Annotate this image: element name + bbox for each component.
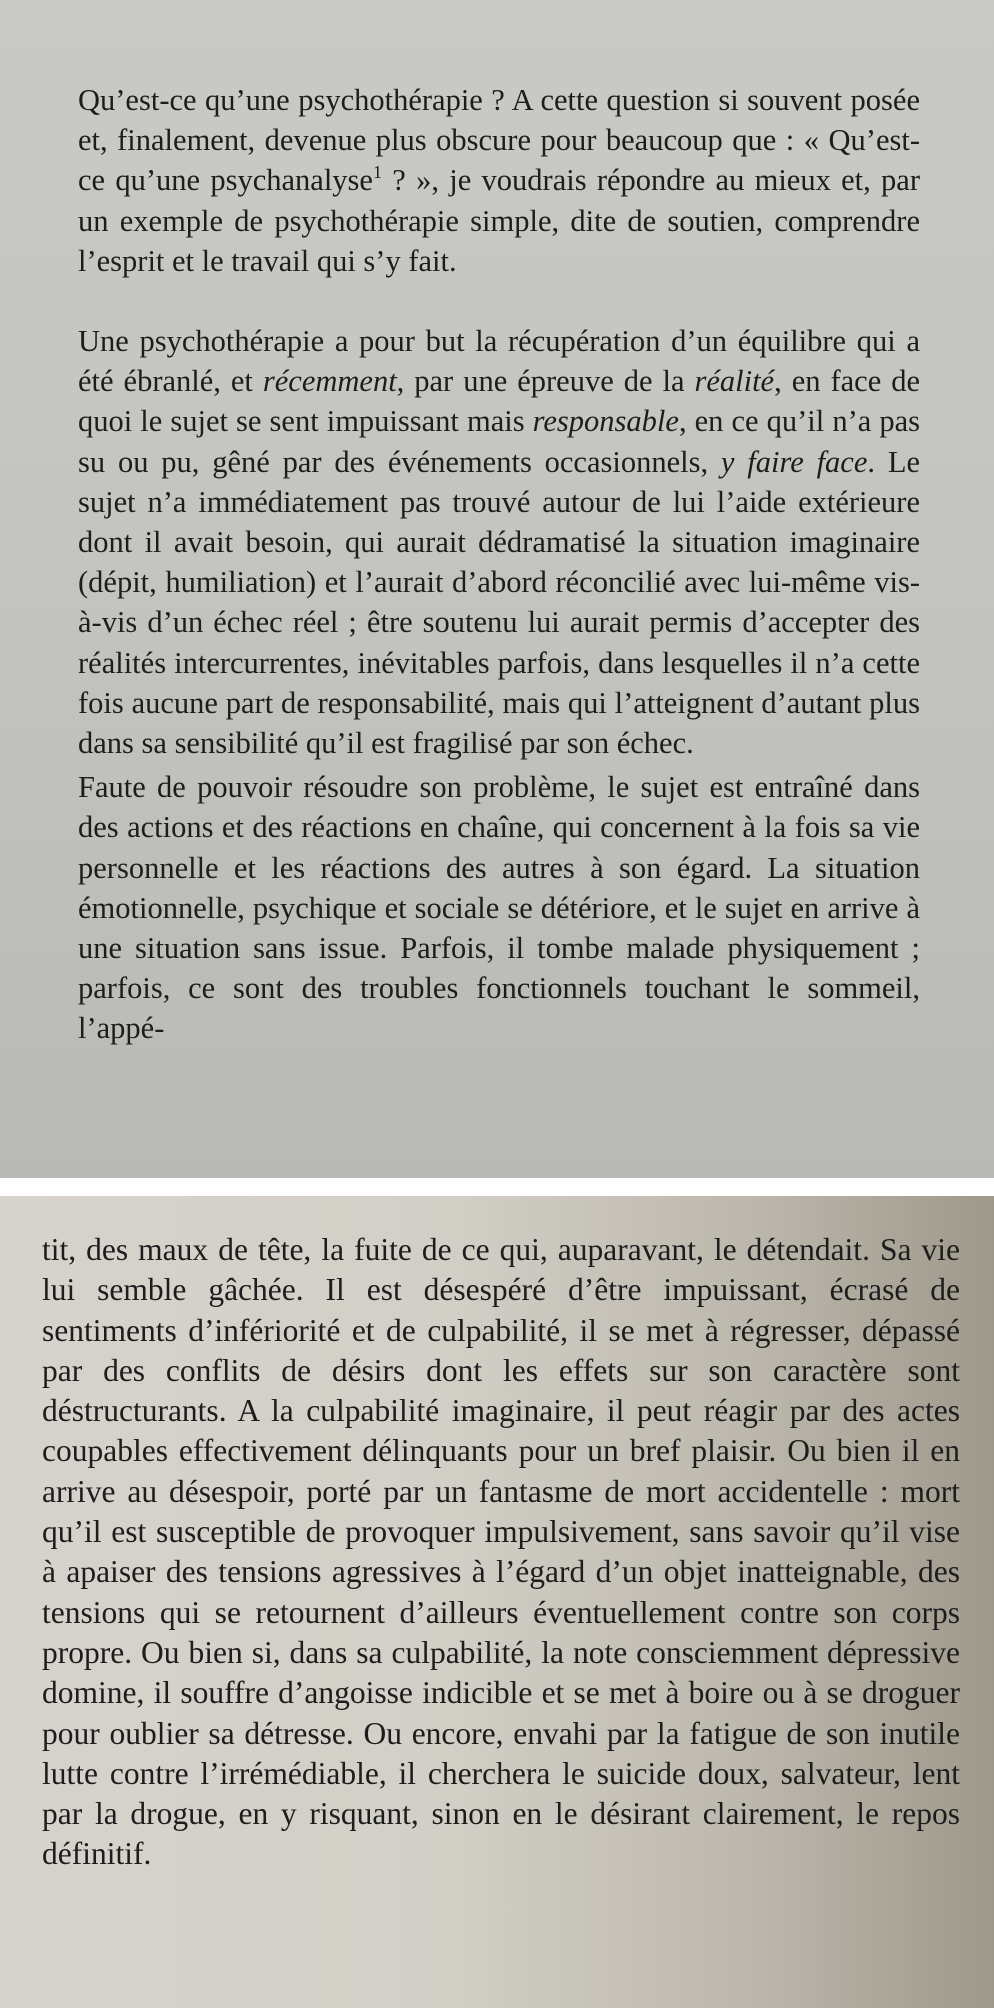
intro-text-a: Qu’est-ce qu’une psychothérapie ? A cette question si souvent posée et, finalement, devenue plus obscure pour beaucoup que : « Qu’est-ce qu’une psychanalyse	[78, 83, 920, 198]
definition-text-b: , par une épreuve de la	[396, 364, 695, 399]
definition-text-d: , en ce qu’il n’a pas su ou pu, gêné par des événements occasionnels,	[78, 404, 920, 479]
italic-responsable: responsable	[532, 404, 679, 439]
paragraph-consequences: Faute de pouvoir résoudre son problème, le sujet est entraîné dans des actions et des réactions en chaîne, qui concernent à la fois sa vie personnelle et les réactions des autres à son égard. La situation émotionnelle, psychique et sociale se détériore, et le sujet en arrive à une situation sans issue. Parfois, il tombe malade physiquement ; parfois, ce sont des troubles fonctionnels touchant le sommeil, l’appé-	[78, 770, 920, 1046]
paragraph-continuation: tit, des maux de tête, la fuite de ce qui, auparavant, le détendait. Sa vie lui semble gâchée. Il est désespéré d’être impuissant, écrasé de sentiments d’infériorité et de culpabilité, il se met à régresser, dépassé par des conflits de désirs dont les effets sur son caractère sont déstructurants. A la culpabilité imaginaire, il peut réagir par des actes coupables effectivement délinquants pour un bref plaisir. Ou bien il en arrive au désespoir, porté par un fantasme de mort accidentelle : mort qu’il est susceptible de provoquer impulsivement, sans savoir qu’il vise à apaiser des tensions agressives à l’égard d’un objet inatteignable, des tensions qui se retournent d’ailleurs éventuellement contre son corps propre. Ou bien si, dans sa culpabilité, la note consciemment dépressive domine, il souffre d’angoisse indicible et se met à boire ou à se droguer pour oublier sa détresse. Ou encore, envahi par la fatigue de son inutile lutte contre l’irrémédiable, il cherchera le suicide doux, salvateur, lent par la drogue, en y risquant, sinon en le désirant clairement, le repos définitif.	[42, 1232, 960, 1872]
definition-text-c: , en face de quoi le sujet se sent impuissant mais	[78, 364, 920, 439]
italic-y-faire-face: y faire face	[720, 444, 868, 479]
paragraph-intro	[78, 80, 920, 281]
footnote-ref: 1	[372, 162, 382, 183]
page-photo-bottom	[0, 1196, 994, 2008]
definition-text-a: Une psychothérapie a pour but la récupération d’un équilibre qui a été ébranlé, et	[78, 324, 920, 399]
italic-recemment: récemment	[262, 364, 397, 399]
paragraph-definition	[78, 321, 920, 763]
italic-realite: réalité	[694, 364, 775, 399]
definition-text-e: . Le sujet n’a immédiatement pas trouvé autour de lui l’aide extérieure dont il avait besoin, qui aurait dédramatisé la situation imaginaire (dépit, humiliation) et l’aurait d’abord réconcilié avec lui-même vis-à-vis d’un échec réel ; être soutenu lui aurait permis d’accepter des réalités intercurrentes, inévitables parfois, dans lesquelles il n’a cette fois aucune part de responsabilité, mais qui l’atteignent d’autant plus dans sa sensibilité qu’il est fragilisé par son échec.	[78, 444, 920, 761]
intro-text-b: ? », je voudrais répondre au mieux et, par un exemple de psychothérapie simple, dite de soutien, comprendre l’esprit et le travail qui s’y fait.	[78, 163, 921, 278]
